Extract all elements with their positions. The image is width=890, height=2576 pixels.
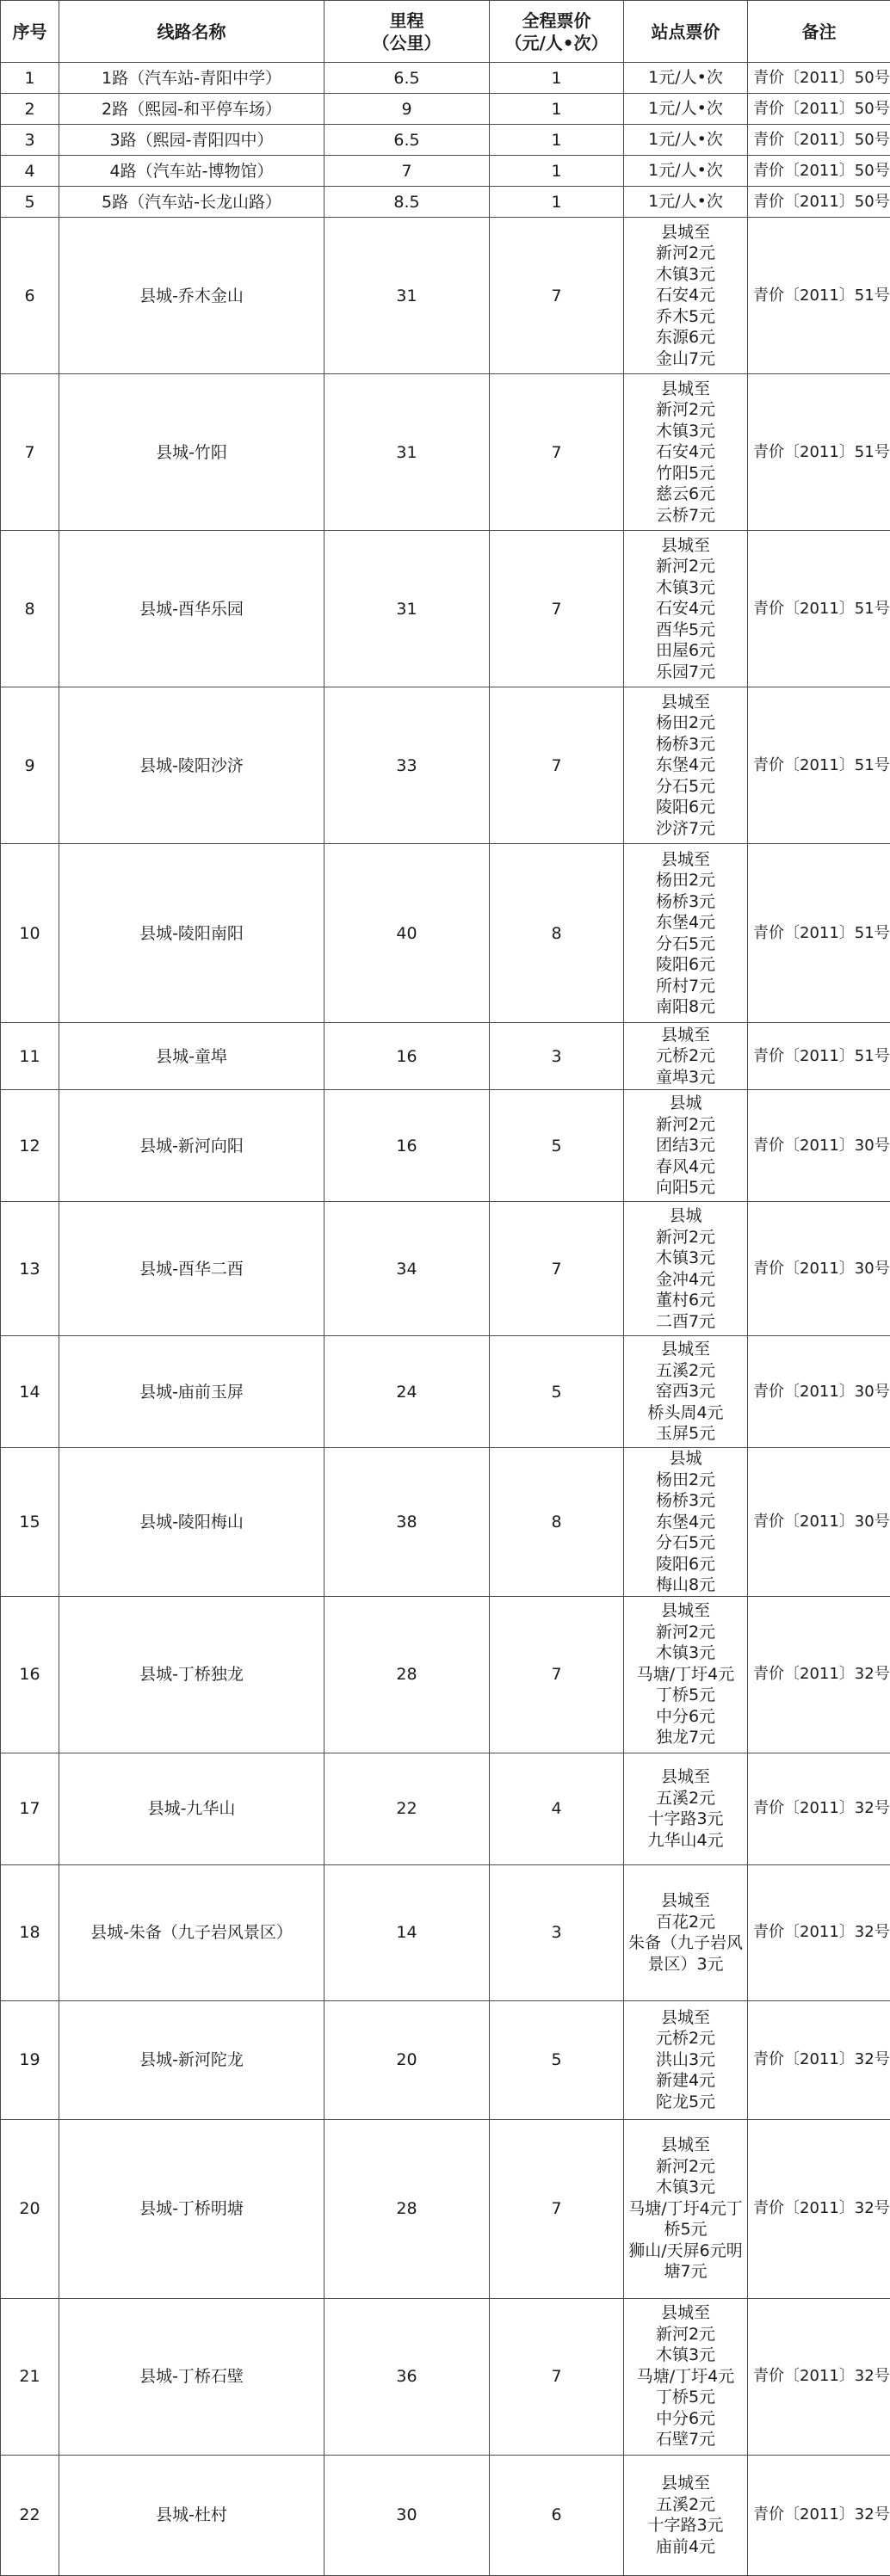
- stop-fare-line: 十字路3元: [627, 2515, 744, 2536]
- full-fare: 8: [490, 844, 624, 1023]
- stop-fares: [624, 2000, 748, 2119]
- stop-fare-line: 乐园7元: [627, 662, 744, 683]
- full-fare: 3: [490, 1864, 624, 2000]
- stop-fare-line: 中分6元: [627, 2408, 744, 2430]
- full-fare: 1: [490, 187, 624, 218]
- row-no: 12: [1, 1090, 59, 1202]
- table-row: [1, 531, 890, 687]
- stop-fare-line: 1元/人•次: [627, 160, 744, 182]
- table-row: [1, 374, 890, 531]
- row-note: 青价〔2011〕51号: [748, 374, 890, 531]
- route-km: 28: [324, 2119, 490, 2298]
- stop-fare-line: 新河2元: [627, 2324, 744, 2345]
- route-name: 县城-庙前玉屏: [59, 1336, 324, 1448]
- row-no: 15: [1, 1448, 59, 1597]
- table-row: [1, 125, 890, 156]
- stop-fare-line: 南阳8元: [627, 996, 744, 1018]
- stop-fare-line: 沙济7元: [627, 818, 744, 840]
- table-row: [1, 1336, 890, 1448]
- full-fare: 1: [490, 125, 624, 156]
- table-row: [1, 844, 890, 1023]
- full-fare: 7: [490, 2298, 624, 2455]
- stop-fare-line: 分石5元: [627, 776, 744, 798]
- full-fare: 7: [490, 374, 624, 531]
- row-no: 2: [1, 94, 59, 125]
- stop-fare-line: 桥头周4元: [627, 1402, 744, 1424]
- full-fare: 8: [490, 1448, 624, 1597]
- stop-fares: [624, 1336, 748, 1448]
- route-name: 3路（熙园-青阳四中）: [59, 125, 324, 156]
- header-km: [324, 1, 490, 63]
- stop-fares: [624, 374, 748, 531]
- stop-fares: [624, 1753, 748, 1864]
- stop-fare-line: 桥5元: [627, 2219, 744, 2240]
- stop-fare-line: 中分6元: [627, 1706, 744, 1728]
- route-name: 2路（熙园-和平停车场）: [59, 94, 324, 125]
- stop-fare-line: 石安4元: [627, 598, 744, 619]
- route-km: 38: [324, 1448, 490, 1597]
- row-note: 青价〔2011〕50号: [748, 63, 890, 94]
- stop-fare-line: 县城至: [627, 1890, 744, 1912]
- table-row: [1, 2455, 890, 2575]
- stop-fare-line: 木镇3元: [627, 1248, 744, 1269]
- route-km: 22: [324, 1753, 490, 1864]
- row-no: 14: [1, 1336, 59, 1448]
- stop-fares: [624, 125, 748, 156]
- row-note: 青价〔2011〕32号: [748, 1864, 890, 2000]
- stop-fare-line: 慈云6元: [627, 484, 744, 505]
- stop-fares: [624, 2119, 748, 2298]
- row-no: 5: [1, 187, 59, 218]
- stop-fare-line: 木镇3元: [627, 421, 744, 442]
- row-no: 8: [1, 531, 59, 687]
- stop-fare-line: 县城至: [627, 379, 744, 400]
- stop-fare-line: 云桥7元: [627, 505, 744, 527]
- stop-fares: [624, 63, 748, 94]
- table-body: [1, 63, 890, 2576]
- full-fare: 7: [490, 1202, 624, 1336]
- route-km: 16: [324, 1023, 490, 1090]
- full-fare: 7: [490, 2119, 624, 2298]
- route-name: 县城-新河向阳: [59, 1090, 324, 1202]
- row-note: 青价〔2011〕30号: [748, 1448, 890, 1597]
- stop-fare-line: 景区）3元: [627, 1954, 744, 1975]
- route-km: 20: [324, 2000, 490, 2119]
- route-km: 33: [324, 687, 490, 844]
- full-fare: 5: [490, 1336, 624, 1448]
- route-km: 40: [324, 844, 490, 1023]
- row-note: 青价〔2011〕51号: [748, 844, 890, 1023]
- route-km: 8.5: [324, 187, 490, 218]
- route-name: 县城-朱备（九子岩风景区）: [59, 1864, 324, 2000]
- stop-fare-line: 东堡4元: [627, 755, 744, 776]
- full-fare: 5: [490, 1090, 624, 1202]
- stop-fare-line: 县城: [627, 1205, 744, 1227]
- table-row: [1, 156, 890, 187]
- full-fare: 4: [490, 1753, 624, 1864]
- route-name: 县城-童埠: [59, 1023, 324, 1090]
- stop-fare-line: 杨桥3元: [627, 891, 744, 913]
- route-name: 县城-竹阳: [59, 374, 324, 531]
- row-no: 16: [1, 1596, 59, 1753]
- stop-fare-line: 新河2元: [627, 2156, 744, 2178]
- stop-fares: [624, 1596, 748, 1753]
- row-note: 青价〔2011〕32号: [748, 2000, 890, 2119]
- route-name: 县城-丁桥独龙: [59, 1596, 324, 1753]
- stop-fare-line: 五溪2元: [627, 1360, 744, 1382]
- stop-fares: [624, 1202, 748, 1336]
- stop-fare-line: 新河2元: [627, 1227, 744, 1248]
- stop-fare-line: 1元/人•次: [627, 98, 744, 120]
- table-row: [1, 2000, 890, 2119]
- route-name: 5路（汽车站-长龙山路）: [59, 187, 324, 218]
- route-name: 县城-陵阳南阳: [59, 844, 324, 1023]
- stop-fare-line: 田屋6元: [627, 640, 744, 662]
- stop-fare-line: 梅山8元: [627, 1575, 744, 1596]
- route-km: 36: [324, 2298, 490, 2455]
- stop-fare-line: 县城至: [627, 535, 744, 557]
- full-fare: 7: [490, 531, 624, 687]
- route-km: 24: [324, 1336, 490, 1448]
- header-full: [490, 1, 624, 63]
- row-note: 青价〔2011〕32号: [748, 2119, 890, 2298]
- stop-fare-line: 新建4元: [627, 2070, 744, 2092]
- table-row: [1, 2298, 890, 2455]
- row-no: 11: [1, 1023, 59, 1090]
- stop-fare-line: 县城至: [627, 849, 744, 871]
- stop-fare-line: 东堡4元: [627, 912, 744, 934]
- route-km: 16: [324, 1090, 490, 1202]
- stop-fare-line: 木镇3元: [627, 2345, 744, 2366]
- table-row: [1, 1448, 890, 1597]
- header-name: 线路名称: [59, 1, 324, 63]
- route-km: 6.5: [324, 125, 490, 156]
- stop-fare-line: 所村7元: [627, 976, 744, 997]
- route-km: 31: [324, 218, 490, 374]
- stop-fare-line: 庙前4元: [627, 2536, 744, 2558]
- stop-fares: [624, 94, 748, 125]
- stop-fare-line: 石安4元: [627, 441, 744, 463]
- row-note: 青价〔2011〕50号: [748, 187, 890, 218]
- route-km: 6.5: [324, 63, 490, 94]
- stop-fare-line: 1元/人•次: [627, 191, 744, 213]
- stop-fare-line: 陵阳6元: [627, 797, 744, 818]
- stop-fare-line: 金冲4元: [627, 1269, 744, 1291]
- stop-fare-line: 丁桥5元: [627, 1685, 744, 1706]
- row-no: 17: [1, 1753, 59, 1864]
- route-name: 县城-陵阳沙济: [59, 687, 324, 844]
- stop-fares: [624, 1448, 748, 1597]
- route-name: 县城-酉华二酉: [59, 1202, 324, 1336]
- stop-fare-line: 县城至: [627, 2302, 744, 2324]
- stop-fares: [624, 187, 748, 218]
- stop-fare-line: 1元/人•次: [627, 129, 744, 151]
- stop-fare-line: 新河2元: [627, 399, 744, 421]
- header-stop: 站点票价: [624, 1, 748, 63]
- stop-fare-line: 陀龙5元: [627, 2092, 744, 2113]
- full-fare: 5: [490, 2000, 624, 2119]
- table-row: [1, 1596, 890, 1753]
- stop-fare-line: 独龙7元: [627, 1727, 744, 1748]
- stop-fare-line: 团结3元: [627, 1135, 744, 1156]
- stop-fare-line: 新河2元: [627, 1622, 744, 1643]
- route-name: 4路（汽车站-博物馆）: [59, 156, 324, 187]
- stop-fares: [624, 2455, 748, 2575]
- table-row: [1, 1023, 890, 1090]
- row-note: 青价〔2011〕51号: [748, 1023, 890, 1090]
- stop-fare-line: 丁桥5元: [627, 2387, 744, 2408]
- row-no: 13: [1, 1202, 59, 1336]
- table-row: [1, 1864, 890, 2000]
- route-km: 34: [324, 1202, 490, 1336]
- route-name: 县城-酉华乐园: [59, 531, 324, 687]
- row-no: 4: [1, 156, 59, 187]
- stop-fare-line: 县城至: [627, 2135, 744, 2156]
- full-fare: 1: [490, 94, 624, 125]
- route-name: 县城-丁桥石壁: [59, 2298, 324, 2455]
- header-km-line2: （公里）: [373, 33, 442, 53]
- row-note: 青价〔2011〕51号: [748, 531, 890, 687]
- stop-fare-line: 县城至: [627, 1339, 744, 1360]
- stop-fare-line: 新河2元: [627, 1114, 744, 1136]
- stop-fare-line: 金山7元: [627, 348, 744, 370]
- stop-fare-line: 向阳5元: [627, 1177, 744, 1199]
- stop-fare-line: 1元/人•次: [627, 67, 744, 89]
- stop-fare-line: 杨桥3元: [627, 1490, 744, 1512]
- header-full-line1: 全程票价: [522, 10, 591, 31]
- full-fare: 6: [490, 2455, 624, 2575]
- stop-fare-line: 玉屏5元: [627, 1423, 744, 1445]
- stop-fare-line: 九华山4元: [627, 1830, 744, 1852]
- stop-fare-line: 竹阳5元: [627, 463, 744, 484]
- stop-fare-line: 新河2元: [627, 243, 744, 264]
- row-note: 青价〔2011〕51号: [748, 687, 890, 844]
- stop-fare-line: 分石5元: [627, 1532, 744, 1554]
- stop-fare-line: 百花2元: [627, 1912, 744, 1933]
- full-fare: 1: [490, 156, 624, 187]
- row-note: 青价〔2011〕50号: [748, 125, 890, 156]
- stop-fares: [624, 218, 748, 374]
- row-note: 青价〔2011〕32号: [748, 2455, 890, 2575]
- row-note: 青价〔2011〕50号: [748, 156, 890, 187]
- header-no: 序号: [1, 1, 59, 63]
- row-note: 青价〔2011〕30号: [748, 1336, 890, 1448]
- stop-fare-line: 杨田2元: [627, 1470, 744, 1491]
- table-row: [1, 1090, 890, 1202]
- stop-fare-line: 春风4元: [627, 1156, 744, 1178]
- stop-fare-line: 董村6元: [627, 1290, 744, 1311]
- row-no: 19: [1, 2000, 59, 2119]
- header-full-line2: （元/人•次）: [504, 33, 608, 53]
- row-note: 青价〔2011〕30号: [748, 1202, 890, 1336]
- stop-fares: [624, 844, 748, 1023]
- route-km: 31: [324, 531, 490, 687]
- row-no: 3: [1, 125, 59, 156]
- row-no: 1: [1, 63, 59, 94]
- route-name: 县城-丁桥明塘: [59, 2119, 324, 2298]
- full-fare: 7: [490, 687, 624, 844]
- route-name: 1路（汽车站-青阳中学）: [59, 63, 324, 94]
- full-fare: 7: [490, 1596, 624, 1753]
- row-note: 青价〔2011〕32号: [748, 2298, 890, 2455]
- stop-fare-line: 马塘/丁圩4元: [627, 2366, 744, 2388]
- stop-fare-line: 十字路3元: [627, 1809, 744, 1830]
- stop-fare-line: 东源6元: [627, 327, 744, 348]
- row-no: 10: [1, 844, 59, 1023]
- stop-fare-line: 马塘/丁圩4元: [627, 1664, 744, 1685]
- table-row: [1, 218, 890, 374]
- stop-fare-line: 杨田2元: [627, 712, 744, 734]
- stop-fare-line: 元桥2元: [627, 1045, 744, 1067]
- stop-fares: [624, 687, 748, 844]
- row-no: 6: [1, 218, 59, 374]
- stop-fares: [624, 531, 748, 687]
- stop-fare-line: 东堡4元: [627, 1512, 744, 1533]
- stop-fare-line: 分石5元: [627, 934, 744, 955]
- route-name: 县城-九华山: [59, 1753, 324, 1864]
- full-fare: 7: [490, 218, 624, 374]
- stop-fare-line: 石壁7元: [627, 2429, 744, 2450]
- table-row: [1, 187, 890, 218]
- table-row: [1, 94, 890, 125]
- stop-fare-line: 木镇3元: [627, 2177, 744, 2198]
- row-note: 青价〔2011〕32号: [748, 1596, 890, 1753]
- full-fare: 3: [490, 1023, 624, 1090]
- stop-fare-line: 木镇3元: [627, 1642, 744, 1664]
- route-name: 县城-杜村: [59, 2455, 324, 2575]
- row-no: 22: [1, 2455, 59, 2575]
- stop-fare-line: 县城: [627, 1093, 744, 1114]
- row-note: 青价〔2011〕50号: [748, 94, 890, 125]
- stop-fare-line: 县城至: [627, 222, 744, 243]
- route-km: 30: [324, 2455, 490, 2575]
- stop-fare-line: 县城至: [627, 692, 744, 713]
- route-name: 县城-新河陀龙: [59, 2000, 324, 2119]
- stop-fare-line: 五溪2元: [627, 2494, 744, 2516]
- stop-fare-line: 马塘/丁圩4元丁: [627, 2198, 744, 2220]
- row-no: 9: [1, 687, 59, 844]
- route-name: 县城-陵阳梅山: [59, 1448, 324, 1597]
- stop-fare-line: 县城至: [627, 1025, 744, 1046]
- stop-fare-line: 杨田2元: [627, 870, 744, 891]
- stop-fare-line: 陵阳6元: [627, 1554, 744, 1575]
- stop-fare-line: 县城至: [627, 1766, 744, 1788]
- stop-fare-line: 塘7元: [627, 2261, 744, 2283]
- stop-fare-line: 县城: [627, 1448, 744, 1470]
- stop-fare-line: 县城至: [627, 2473, 744, 2494]
- row-note: 青价〔2011〕30号: [748, 1090, 890, 1202]
- table-row: [1, 1202, 890, 1336]
- stop-fare-line: 县城至: [627, 2007, 744, 2029]
- full-fare: 1: [490, 63, 624, 94]
- stop-fare-line: 县城至: [627, 1600, 744, 1622]
- stop-fare-line: 五溪2元: [627, 1788, 744, 1809]
- stop-fares: [624, 2298, 748, 2455]
- stop-fare-line: 杨桥3元: [627, 734, 744, 755]
- stop-fare-line: 二酉7元: [627, 1311, 744, 1333]
- stop-fares: [624, 1023, 748, 1090]
- row-no: 20: [1, 2119, 59, 2298]
- stop-fare-line: 狮山/天屏6元明: [627, 2240, 744, 2262]
- row-no: 18: [1, 1864, 59, 2000]
- header-km-line1: 里程: [390, 10, 424, 31]
- stop-fare-line: 石安4元: [627, 285, 744, 306]
- stop-fare-line: 童埠3元: [627, 1067, 744, 1088]
- stop-fares: [624, 156, 748, 187]
- table-row: [1, 1753, 890, 1864]
- route-km: 7: [324, 156, 490, 187]
- row-no: 21: [1, 2298, 59, 2455]
- header-row: [1, 1, 890, 63]
- stop-fare-line: 洪山3元: [627, 2049, 744, 2071]
- route-km: 9: [324, 94, 490, 125]
- stop-fare-line: 元桥2元: [627, 2028, 744, 2049]
- stop-fare-line: 窑西3元: [627, 1381, 744, 1402]
- table-row: [1, 687, 890, 844]
- row-no: 7: [1, 374, 59, 531]
- route-name: 县城-乔木金山: [59, 218, 324, 374]
- stop-fare-line: 酉华5元: [627, 619, 744, 641]
- table-row: [1, 63, 890, 94]
- header-note: 备注: [748, 1, 890, 63]
- route-km: 14: [324, 1864, 490, 2000]
- stop-fare-line: 乔木5元: [627, 306, 744, 328]
- stop-fares: [624, 1864, 748, 2000]
- stop-fare-line: 朱备（九子岩风: [627, 1932, 744, 1954]
- table-row: [1, 2119, 890, 2298]
- route-km: 31: [324, 374, 490, 531]
- row-note: 青价〔2011〕32号: [748, 1753, 890, 1864]
- stop-fare-line: 木镇3元: [627, 264, 744, 286]
- stop-fares: [624, 1090, 748, 1202]
- row-note: 青价〔2011〕51号: [748, 218, 890, 374]
- route-km: 28: [324, 1596, 490, 1753]
- stop-fare-line: 陵阳6元: [627, 954, 744, 976]
- stop-fare-line: 木镇3元: [627, 577, 744, 599]
- stop-fare-line: 新河2元: [627, 556, 744, 577]
